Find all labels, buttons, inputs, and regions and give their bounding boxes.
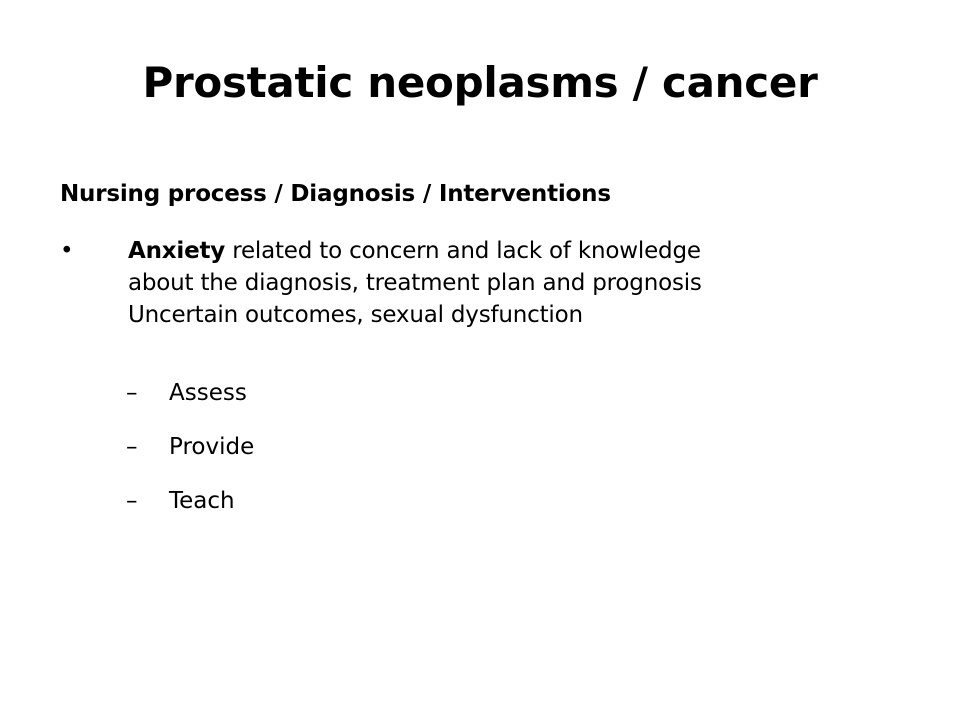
bullet-line2: about the diagnosis, treatment plan and prognosis: [128, 270, 702, 297]
bullet-marker: •: [60, 238, 74, 264]
dash-marker: –: [126, 434, 138, 460]
dash-marker: –: [126, 488, 138, 514]
bullet-line1-rest: related to concern and lack of knowledge: [225, 238, 701, 264]
sub-item-label: Assess: [169, 380, 247, 406]
section-heading: Nursing process / Diagnosis / Interventions: [60, 181, 611, 207]
sub-item-label: Teach: [169, 488, 235, 514]
slide-title: Prostatic neoplasms / cancer: [142, 58, 818, 107]
bullet-line3: Uncertain outcomes, sexual dysfunction: [128, 302, 583, 329]
bullet-bold-lead: Anxiety: [128, 238, 226, 264]
bullet-text: [128, 235, 928, 332]
sub-item-label: Provide: [169, 434, 255, 460]
dash-marker: –: [126, 380, 138, 406]
